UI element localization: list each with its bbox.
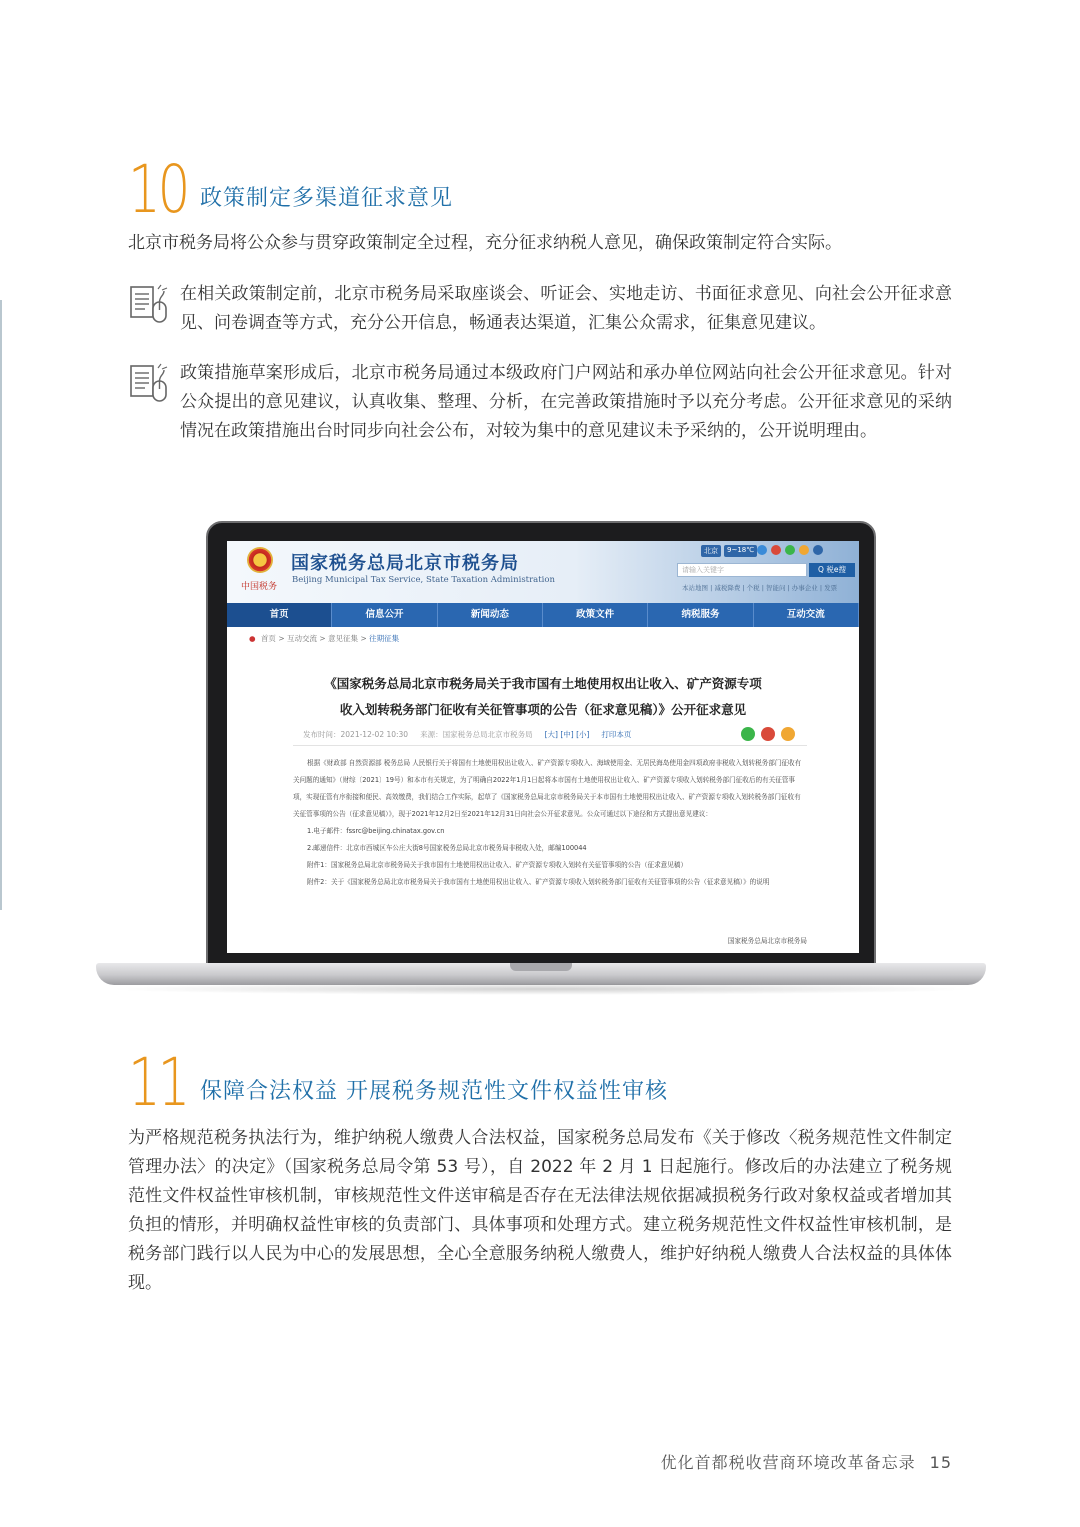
site-name: 国家税务总局北京市税务局 — [291, 553, 519, 574]
breadcrumb: ● 首页 > 互动交流 > 意见征集 > 往期征集 — [249, 634, 400, 643]
nav-item-home[interactable]: 首页 — [227, 603, 332, 627]
national-emblem-icon — [247, 547, 273, 573]
section-title: 政策制定多渠道征求意见 — [200, 186, 454, 211]
social-links — [757, 545, 823, 555]
section-number: 10 — [128, 151, 188, 228]
document-mouse-icon — [128, 282, 172, 326]
weather-widget — [701, 545, 757, 557]
document-mouse-icon — [128, 361, 172, 405]
weibo-icon[interactable] — [771, 545, 781, 555]
bullet-text: 在相关政策制定前，北京市税务局采取座谈会、听证会、实地走访、书面征求意见、向社会公开征求意见、问卷调查等方式，充分公开信息，畅通表达渠道，汇集公众需求，征集意见建议。 — [180, 284, 952, 333]
article-paragraph: 2.邮递信件：北京市西城区车公庄大街8号国家税务总局北京市税务局非税收入处，邮编100044 — [307, 844, 587, 852]
quick-links[interactable]: 本站地图 | 减税降费 | 个税 | 智能问 | 办事企业 | 发票 — [682, 584, 838, 592]
site-nav — [227, 603, 859, 627]
font-size-switch[interactable]: [大] [中] [小] — [544, 730, 590, 739]
accessibility-icon[interactable] — [813, 545, 823, 555]
section-number: 11 — [128, 1044, 188, 1121]
bullet-item — [128, 359, 952, 446]
footer-title: 优化首都税收营商环境改革备忘录 — [660, 1453, 916, 1472]
favorite-share-icon[interactable] — [781, 727, 795, 741]
site-english-name: Beijing Municipal Tax Service, State Taxation Administration — [292, 575, 555, 585]
article-paragraph: 根据《财政部 自然资源部 税务总局 人民银行关于将国有土地使用权出让收入、矿产资源专项收入、海域使用金、无居民海岛使用金四项政府非税收入划转税务部门征收有关问题的通知》（财综〔2021〕19号）和本市有关规定，为了明确自2022年1月1日起将本市国有土地使用权出让收入、矿产资源专项收入划转税务部门征收后的有关征管事项，实现征管有序衔接和便民、高效缴费，我们结合工作实际，起草了《国家税务总局北京市税务局关于本市国有土地使用权出让收入、矿产资源专项收入划转税务部门征收有关征管事项的公告（征求意见稿）》，现于2021年12月2日至2021年12月31日向社会公开征求意见。公众可通过以下途径和方式提出意见建议： — [293, 759, 802, 818]
site-logo-text: 中国税务 — [241, 582, 278, 592]
page-number: 15 — [929, 1453, 952, 1472]
page-edge-line — [0, 300, 2, 910]
location-pin-icon: ● — [249, 634, 256, 643]
article-body — [293, 755, 807, 891]
attachment-link[interactable]: 附件2：关于《国家税务总局北京市税务局关于我市国有土地使用权出让收入、矿产资源专项收入划转税务部门征收有关征管事项的公告（征求意见稿）》的说明 — [307, 878, 770, 886]
section-title: 保障合法权益 开展税务规范性文件权益性审核 — [200, 1079, 668, 1104]
print-link[interactable]: 打印本页 — [601, 730, 632, 739]
laptop-shadow — [106, 983, 976, 995]
page-footer — [661, 1450, 952, 1473]
divider — [293, 745, 807, 746]
weather-city: 北京 — [701, 545, 721, 557]
breadcrumb-item[interactable]: 意见征集 — [328, 634, 359, 643]
article-paragraph: 1.电子邮件：fssrc@beijing.chinatax.gov.cn — [307, 827, 445, 835]
article-source: 来源：国家税务总局北京市税务局 — [420, 730, 533, 739]
share-buttons — [741, 727, 795, 741]
article-meta — [303, 729, 631, 740]
wechat-share-icon[interactable] — [741, 727, 755, 741]
nav-item-service[interactable]: 纳税服务 — [648, 603, 753, 627]
breadcrumb-item[interactable]: 互动交流 — [287, 634, 317, 643]
publish-time: 发布时间：2021-12-02 10:30 — [303, 730, 409, 739]
section-11-heading — [128, 1044, 668, 1121]
nav-item-interaction[interactable]: 互动交流 — [754, 603, 859, 627]
breadcrumb-current[interactable]: 往期征集 — [369, 634, 400, 643]
article-title-line: 《国家税务总局北京市税务局关于我市国有土地使用权出让收入、矿产资源专项 — [324, 676, 762, 691]
nav-item-news[interactable]: 新闻动态 — [438, 603, 543, 627]
laptop-notch — [510, 963, 572, 971]
search-input[interactable]: 请输入关键字 — [677, 563, 807, 577]
nav-item-policy[interactable]: 政策文件 — [543, 603, 648, 627]
section-10-intro: 北京市税务局将公众参与贯穿政策制定全过程，充分征求纳税人意见，确保政策制定符合实际。 — [128, 233, 842, 253]
article-title-line: 收入划转税务部门征收有关征管事项的公告（征求意见稿）》公开征求意见 — [339, 702, 747, 717]
breadcrumb-item[interactable]: 首页 — [260, 634, 276, 643]
bullet-item — [128, 280, 952, 338]
weather-temp: 9~18℃ — [724, 545, 757, 557]
weibo-share-icon[interactable] — [761, 727, 775, 741]
attachment-link[interactable]: 附件1：国家税务总局北京市税务局关于我市国有土地使用权出让收入、矿产资源专项收入划转有关征管事项的公告（征求意见稿） — [307, 861, 688, 869]
app-icon[interactable] — [757, 545, 767, 555]
laptop-lid — [206, 521, 876, 969]
site-header — [227, 541, 859, 603]
nav-item-info[interactable]: 信息公开 — [332, 603, 437, 627]
service-icon[interactable] — [799, 545, 809, 555]
website-screenshot — [227, 541, 859, 953]
article-signature: 国家税务总局北京市税务局 — [727, 937, 807, 945]
laptop-mockup — [96, 521, 986, 997]
section-11-body: 为严格规范税务执法行为，维护纳税人缴费人合法权益，国家税务总局发布《关于修改〈税务规范性文件制定管理办法〉的决定》（国家税务总局令第 53 号），自 2022 年 2 月 1 日起施行。修改后的办法建立了税务规范性文件权益性审核机制，审核规范性文件送审稿是否存在无法律法规依据减损税务行政对象权益或者增加其负担的情形，并明确权益性审核的负责部门、具体事项和处理方式。建立税务规范性文件权益性审核机制，是税务部门践行以人民为中心的发展思想，全心全意服务纳税人缴费人，维护好纳税人缴费人合法权益的具体体现。 — [128, 1128, 952, 1293]
bullet-text: 政策措施草案形成后，北京市税务局通过本级政府门户网站和承办单位网站向社会公开征求意见。针对公众提出的意见建议，认真收集、整理、分析，在完善政策措施时予以充分考虑。公开征求意见的采纳情况在政策措施出台时同步向社会公布，对较为集中的意见建议未予采纳的，公开说明理由。 — [180, 363, 952, 441]
section-10-heading — [128, 151, 454, 228]
wechat-icon[interactable] — [785, 545, 795, 555]
article-title — [267, 671, 819, 723]
search-button[interactable]: Q 税e搜 — [809, 563, 855, 577]
